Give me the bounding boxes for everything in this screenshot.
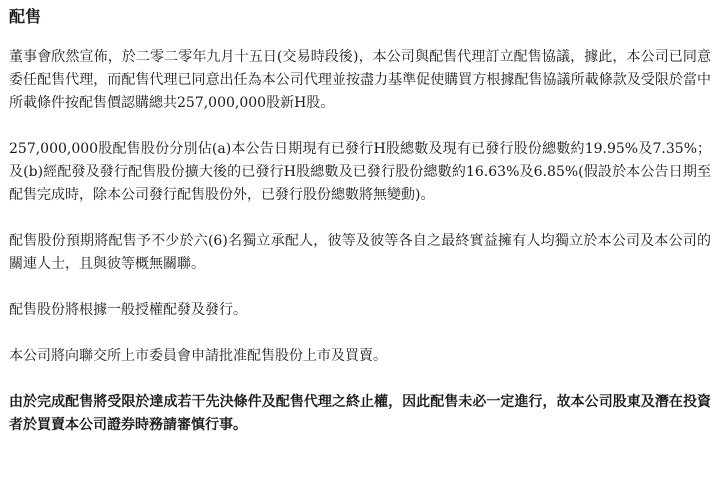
paragraph-caution-warning: 由於完成配售將受限於達成若干先決條件及配售代理之終止權，因此配售未必一定進行，故本公司股東及潛在投資者於買賣本公司證券時務請審慎行事。 bbox=[9, 394, 711, 433]
paragraph-general-mandate: 配售股份將根據一般授權配發及發行。 bbox=[9, 302, 247, 318]
paragraph-share-percentages: 257,000,000股配售股份分別佔(a)本公告日期現有已發行H股總數及現有已發行股份總數約19.95%及7.35%；及(b)經配發及發行配售股份擴大後的已發行H股總數及已發行股份總數約16.63%及6.85%(假設於本公告日期至配售完成時，除本公司發行配售股份外，已發行股份總數將無變動)。 bbox=[9, 141, 711, 203]
section-heading: 配售 bbox=[9, 7, 42, 26]
paragraph-announcement: 董事會欣然宣佈，於二零二零年九月十五日(交易時段後)，本公司與配售代理訂立配售協議，據此，本公司已同意委任配售代理，而配售代理已同意出任為本公司代理並按盡力基準促使購買方根據配售協議所載條款及受限於當中所載條件按配售價認購總共257,000,000股新H股。 bbox=[9, 49, 711, 111]
paragraph-listing-application: 本公司將向聯交所上市委員會申請批准配售股份上市及買賣。 bbox=[9, 348, 387, 364]
paragraph-placees: 配售股份預期將配售予不少於六(6)名獨立承配人，彼等及彼等各自之最終實益擁有人均獨立於本公司及本公司的關連人士，且與彼等概無關聯。 bbox=[9, 233, 711, 272]
